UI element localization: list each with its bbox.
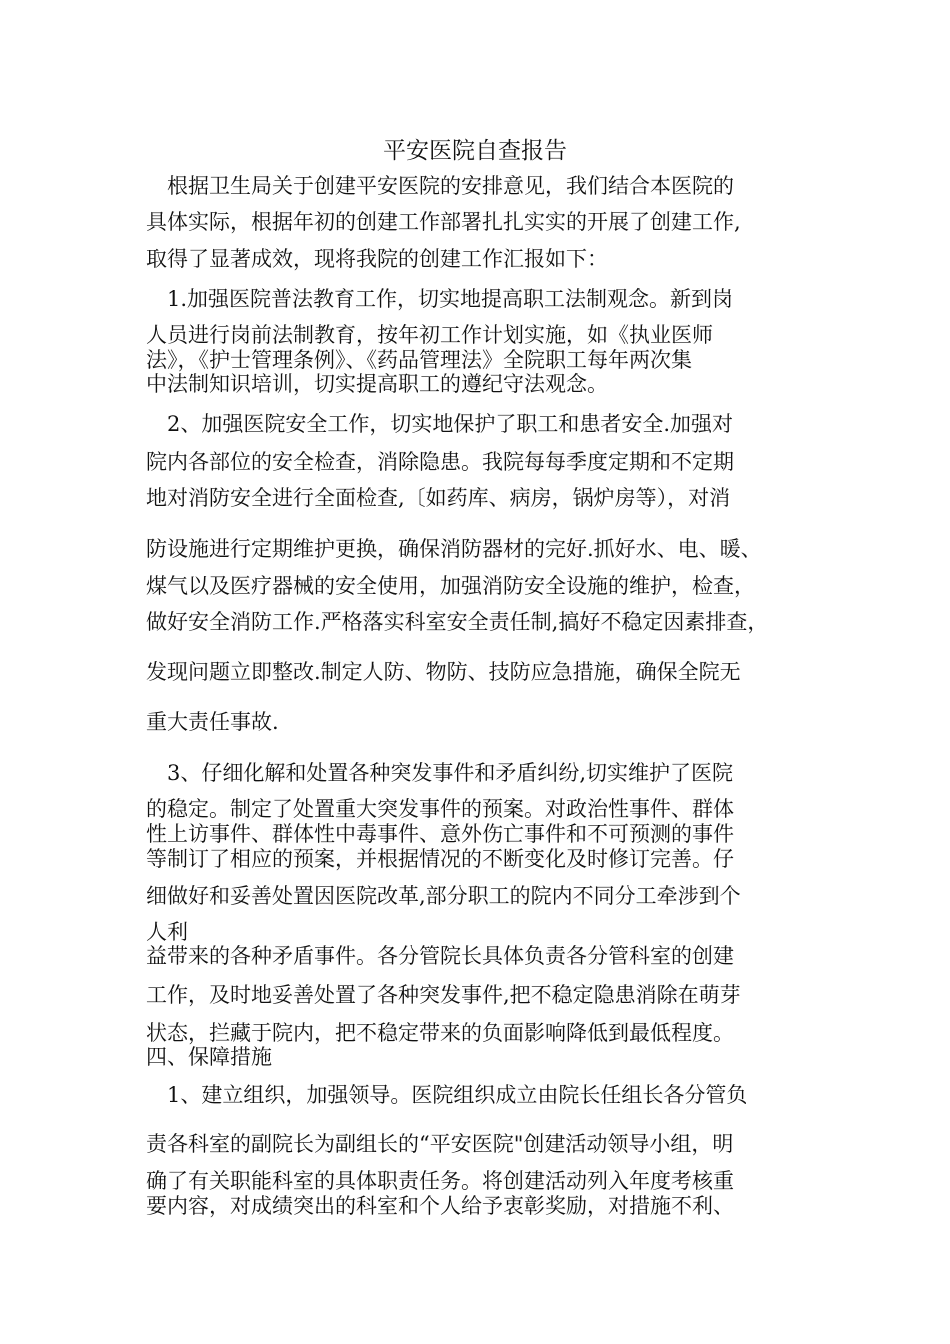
section-heading: 四、保障措施	[146, 1045, 272, 1069]
body-line: 做好安全消防工作.严格落实科室安全责任制,搞好不稳定因素排查，	[146, 610, 769, 634]
title-main: 平安医院自查	[383, 138, 521, 164]
body-line: 具体实际，根据年初的创建工作部署扎扎实实的开展了创建工作,	[146, 210, 741, 234]
body-line: 等制订了相应的预案，并根据情况的不断变化及时修订完善。仔	[146, 847, 734, 871]
body-line: 细做好和妥善处置因医院改革,部分职工的院内不同分工牵涉到个	[146, 884, 741, 908]
body-line: 根据卫生局关于创建平安医院的安排意见，我们结合本医院的	[146, 174, 734, 198]
body-line: 中法制知识培训，切实提高职工的遵纪守法观念。	[146, 372, 608, 396]
body-line: 地对消防安全进行全面检查,〔如药库、病房，锅炉房等），对消	[146, 486, 731, 510]
body-line: 2、加强医院安全工作，切实地保护了职工和患者安全.加强对	[146, 412, 734, 436]
body-line: 确了有关职能科室的具体职责任务。将创建活动列入年度考核重	[146, 1169, 734, 1193]
body-line: 法》，《护士管理条例》、《药品管理法》全院职工每年两次集	[146, 348, 692, 372]
body-line: 的稳定。制定了处置重大突发事件的预案。对政治性事件、群体	[146, 797, 734, 821]
body-line: 发现问题立即整改.制定人防、物防、技防应急措施，确保全院无	[146, 660, 741, 684]
body-line: 性上访事件、群体性中毒事件、意外伤亡事件和不可预测的事件	[146, 822, 734, 846]
body-line: 防设施进行定期维护更换，确保消防器材的完好.抓好水、电、暖、	[146, 537, 762, 561]
body-line: 益带来的各种矛盾事件。各分管院长具体负责各分管科室的创建	[146, 944, 734, 968]
body-line: 责各科室的副院长为副组长的“平安医院"创建活动领导小组，明	[146, 1132, 734, 1156]
body-line: 人利	[146, 920, 188, 944]
body-line: 1、建立组织，加强领导。医院组织成立由院长任组长各分管负	[146, 1083, 748, 1107]
document-title	[0, 136, 950, 166]
body-line: 煤气以及医疗器械的安全使用，加强消防安全设施的维护，检查，	[146, 574, 755, 598]
body-line: 取得了显著成效，现将我院的创建工作汇报如下：	[146, 247, 608, 271]
body-line: 3、仔细化解和处置各种突发事件和矛盾纠纷,切实维护了医院	[146, 761, 734, 785]
body-line: 状态，拦藏于院内，把不稳定带来的负面影响降低到最低程度。	[146, 1021, 734, 1045]
body-line: 工作，及时地妥善处置了各种突发事件,把不稳定隐患消除在萌芽	[146, 983, 741, 1007]
body-line: 要内容，对成绩突出的科室和个人给予衷彰奖励，对措施不利、	[146, 1194, 734, 1218]
body-line: 1.加强医院普法教育工作，切实地提高职工法制观念。新到岗	[146, 287, 734, 311]
body-line: 重大责任事故.	[146, 710, 279, 734]
body-line: 院内各部位的安全检查，消除隐患。我院每每季度定期和不定期	[146, 450, 734, 474]
body-line: 人员进行岗前法制教育，按年初工作计划实施，如《执业医师	[146, 323, 713, 347]
title-tail: 报告	[521, 138, 567, 164]
